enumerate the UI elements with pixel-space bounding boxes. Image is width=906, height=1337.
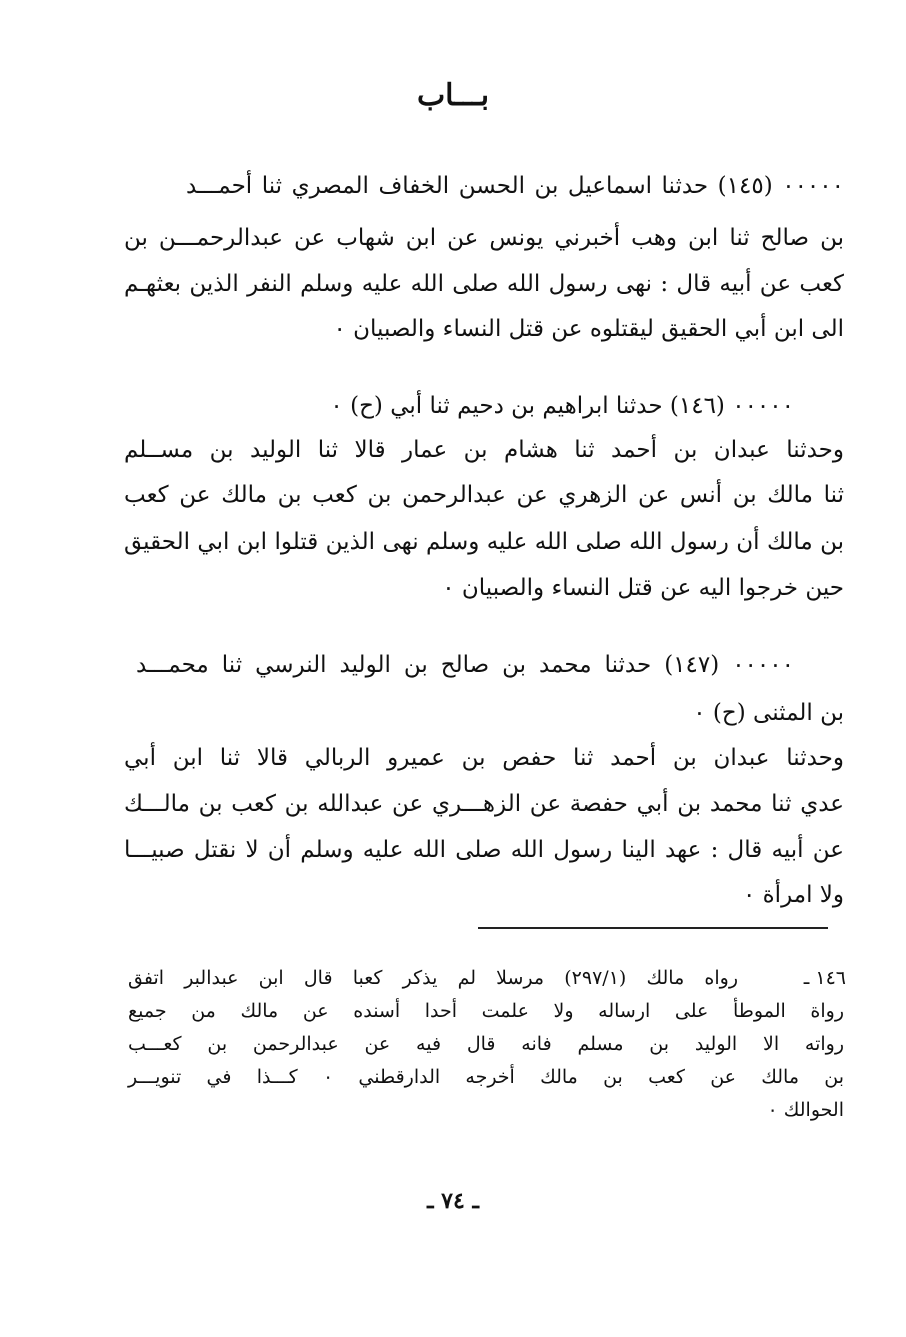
hadith-145-line-1: ٠٠٠٠٠ (١٤٥) حدثنا اسماعيل بن الحسن الخفاف المصري ثنا أحمـــد bbox=[186, 173, 844, 199]
hadith-147-line-4: عدي ثنا محمد بن أبي حفصة عن الزهـــري عن عبدالله بن كعب بن مالـــك bbox=[124, 791, 844, 817]
hadith-146-line-3: ثنا مالك بن أنس عن الزهري عن عبدالرحمن بن كعب بن مالك عن كعب bbox=[124, 482, 844, 508]
hadith-147-line-1: ٠٠٠٠٠ (١٤٧) حدثنا محمد بن صالح بن الوليد النرسي ثنا محمـــد bbox=[136, 652, 794, 678]
hadith-146-line-4: بن مالك أن رسول الله صلى الله عليه وسلم نهى الذين قتلوا ابن ابي الحقيق bbox=[124, 529, 844, 555]
footnote-line-1: رواه مالك (٢٩٧/١) مرسلا لم يذكر كعبا قال ابن عبدالبر اتفق bbox=[128, 967, 738, 989]
footnote-line-5: الحوالك ٠ bbox=[767, 1099, 844, 1121]
footnote-line-3: رواته الا الوليد بن مسلم فانه قال فيه عن عبدالرحمن بن كعـــب bbox=[128, 1033, 844, 1055]
footnote-line-4: بن مالك عن كعب بن مالك أخرجه الدارقطني ٠ كـــذا في تنويـــر bbox=[128, 1066, 844, 1088]
hadith-147-line-6: ولا امرأة ٠ bbox=[742, 882, 844, 908]
hadith-145-line-4: الى ابن أبي الحقيق ليقتلوه عن قتل النساء والصبيان ٠ bbox=[333, 316, 844, 342]
hadith-147-line-5: عن أبيه قال : عهد الينا رسول الله صلى الله عليه وسلم أن لا نقتل صبيـــا bbox=[124, 837, 844, 863]
hadith-147-line-2: بن المثنى (ح) ٠ bbox=[693, 700, 844, 726]
hadith-146-line-2: وحدثنا عبدان بن أحمد ثنا هشام بن عمار قالا ثنا الوليد بن مســلم bbox=[124, 437, 844, 463]
footnote-divider bbox=[478, 927, 828, 929]
footnote-number: ١٤٦ ـ bbox=[803, 967, 846, 989]
footnote-line-2: رواة الموطأ على ارساله ولا علمت أحدا أسنده عن مالك من جميع bbox=[128, 1000, 844, 1022]
chapter-heading: بـــاب bbox=[416, 78, 490, 113]
page-number: ـ ٧٤ ـ bbox=[427, 1188, 479, 1214]
hadith-145-line-3: كعب عن أبيه قال : نهى رسول الله صلى الله عليه وسلم النفر الذين بعثهـم bbox=[124, 271, 844, 297]
hadith-145-line-2: بن صالح ثنا ابن وهب أخبرني يونس عن ابن شهاب عن عبدالرحمـــن بن bbox=[124, 225, 844, 251]
hadith-147-line-3: وحدثنا عبدان بن أحمد ثنا حفص بن عميرو الربالي قالا ثنا ابن أبي bbox=[124, 745, 844, 771]
hadith-146-line-1: ٠٠٠٠٠ (١٤٦) حدثنا ابراهيم بن دحيم ثنا أبي (ح) ٠ bbox=[330, 393, 794, 419]
hadith-146-line-5: حين خرجوا اليه عن قتل النساء والصبيان ٠ bbox=[442, 575, 844, 601]
